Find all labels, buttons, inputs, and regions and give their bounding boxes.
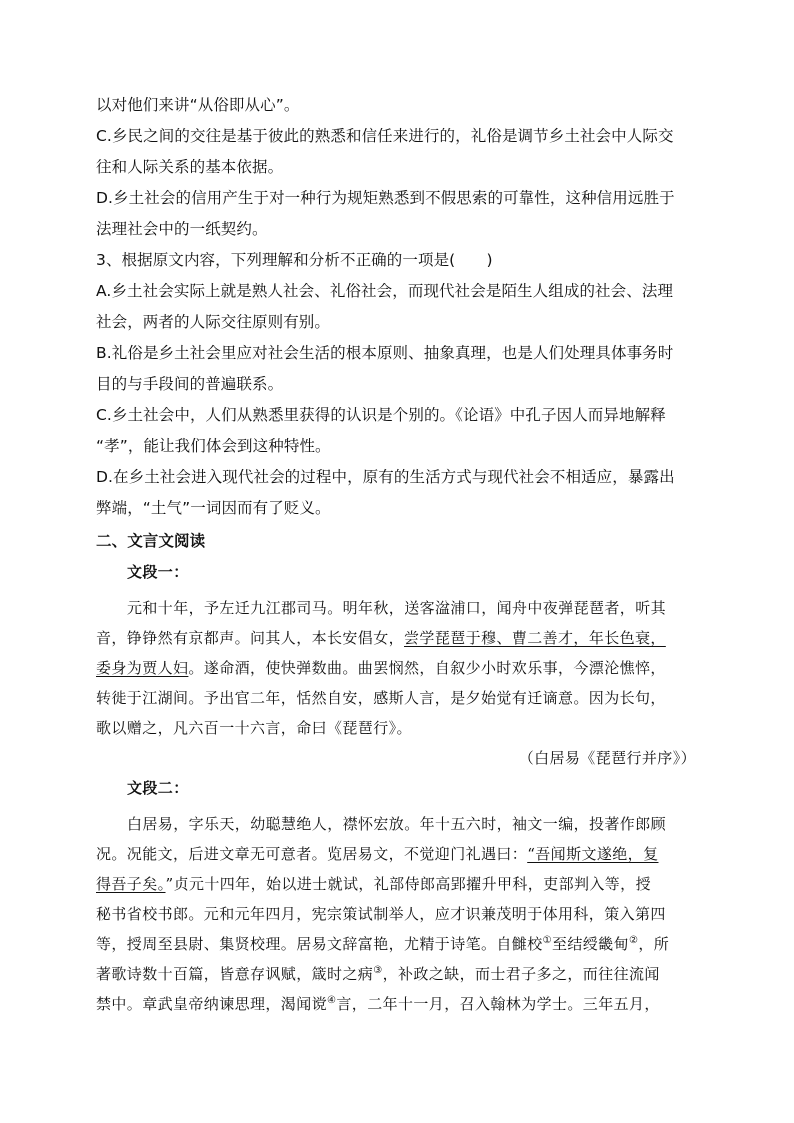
footnote-marker: ② [629, 935, 639, 946]
option-c-line: C.乡民之间的交往是基于彼此的熟悉和信任来进行的，礼俗是调节乡土社会中人际交 [96, 127, 674, 145]
option-a-line: A.乡土社会实际上就是熟人社会、礼俗社会，而现代社会是陌生人组成的社会、法理 [96, 282, 674, 300]
passage-1-line: 转徙于江湖间。予出官二年，恬然自安，感斯人言，是夕始觉有迁谪意。因为长句， [96, 689, 666, 707]
passage-1-source: （白居易《琵琶行并序》） [518, 749, 696, 767]
underlined-sentence: 得吾子矣。 [96, 875, 166, 893]
footnote-marker: ③ [373, 965, 383, 976]
passage-1-line: 歌以赠之，凡六百一十六言，命曰《琵琶行》。 [96, 719, 412, 737]
underlined-sentence: 尝学琵琶于穆、曹二善才，年长色衰， [404, 629, 666, 647]
passage-2-heading: 文段二： [127, 779, 189, 797]
passage-2-line: 秘书省校书郎。元和元年四月，宪宗策试制举人，应才识兼茂明于体用科，策入第四 [96, 905, 666, 923]
option-b-line: B.礼俗是乡土社会里应对社会生活的根本原则、抽象真理，也是人们处理具体事务时 [96, 344, 674, 362]
footnote-marker: ④ [327, 995, 337, 1006]
option-d-line: D.在乡土社会进入现代社会的过程中，原有的生活方式与现代社会不相适应，暴露出 [96, 468, 675, 486]
footnote-marker: ① [542, 935, 552, 946]
passage-2-line: 得吾子矣。”贞元十四年，始以进士就试，礼部侍郎高郢擢升甲科，吏部判入等，授 [96, 875, 651, 893]
passage-1-heading: 文段一： [127, 563, 189, 581]
passage-1-line: 委身为贾人妇。遂命酒，使快弹数曲。曲罢悯然，自叙少小时欢乐事，今漂沦憔悴， [96, 659, 666, 677]
passage-2-line: 况。况能文，后进文章无可意者。览居易文，不觉迎门礼遇曰：“吾闻斯文遂绝，复 [96, 845, 659, 863]
text-line: “孝”，能让我们体会到这种特性。 [96, 437, 331, 455]
underlined-sentence: 委身为贾人妇 [96, 659, 189, 677]
document-page [96, 90, 696, 1019]
option-c-line: C.乡土社会中，人们从熟悉里获得的认识是个别的。《论语》中孔子因人而异地解释 [96, 406, 666, 424]
text-line: 往和人际关系的基本依据。 [96, 158, 284, 176]
text-line: 法理社会中的一纸契约。 [96, 220, 268, 238]
text-line: 弊端，“土气”一词因而有了贬义。 [96, 499, 331, 517]
passage-2-line: 著歌诗数十百篇，皆意存讽赋，箴时之病③，补政之缺，而士君子多之，而往往流闻 [96, 965, 660, 983]
text-line: 社会，两者的人际交往原则有别。 [96, 313, 331, 331]
passage-1-line: 音，铮铮然有京都声。问其人，本长安倡女，尝学琵琶于穆、曹二善才，年长色衰， [96, 629, 666, 647]
underlined-sentence: “吾闻斯文遂绝，复 [527, 845, 659, 863]
passage-2-line: 等，授周至县尉、集贤校理。居易文辞富艳，尤精于诗笔。自雠校①至结绶畿甸②，所 [96, 935, 670, 953]
section-title: 二、文言文阅读 [96, 532, 206, 550]
passage-1-line: 元和十年，予左迁九江郡司马。明年秋，送客湓浦口，闻舟中夜弹琵琶者，听其 [127, 599, 667, 617]
text-line: 目的与手段间的普遍联系。 [96, 375, 284, 393]
passage-2-line: 禁中。章武皇帝纳谏思理，渴闻谠④言，二年十一月，召入翰林为学士。三年五月， [96, 995, 660, 1013]
question-3: 3、根据原文内容，下列理解和分析不正确的一项是( ) [96, 251, 493, 269]
passage-2-line: 白居易，字乐天，幼聪慧绝人，襟怀宏放。年十五六时，袖文一编，投著作郎顾 [127, 815, 667, 833]
option-d-line: D.乡土社会的信用产生于对一种行为规矩熟悉到不假思索的可靠性，这种信用远胜于 [96, 189, 675, 207]
text-line: 以对他们来讲“从俗即从心”。 [96, 96, 300, 114]
